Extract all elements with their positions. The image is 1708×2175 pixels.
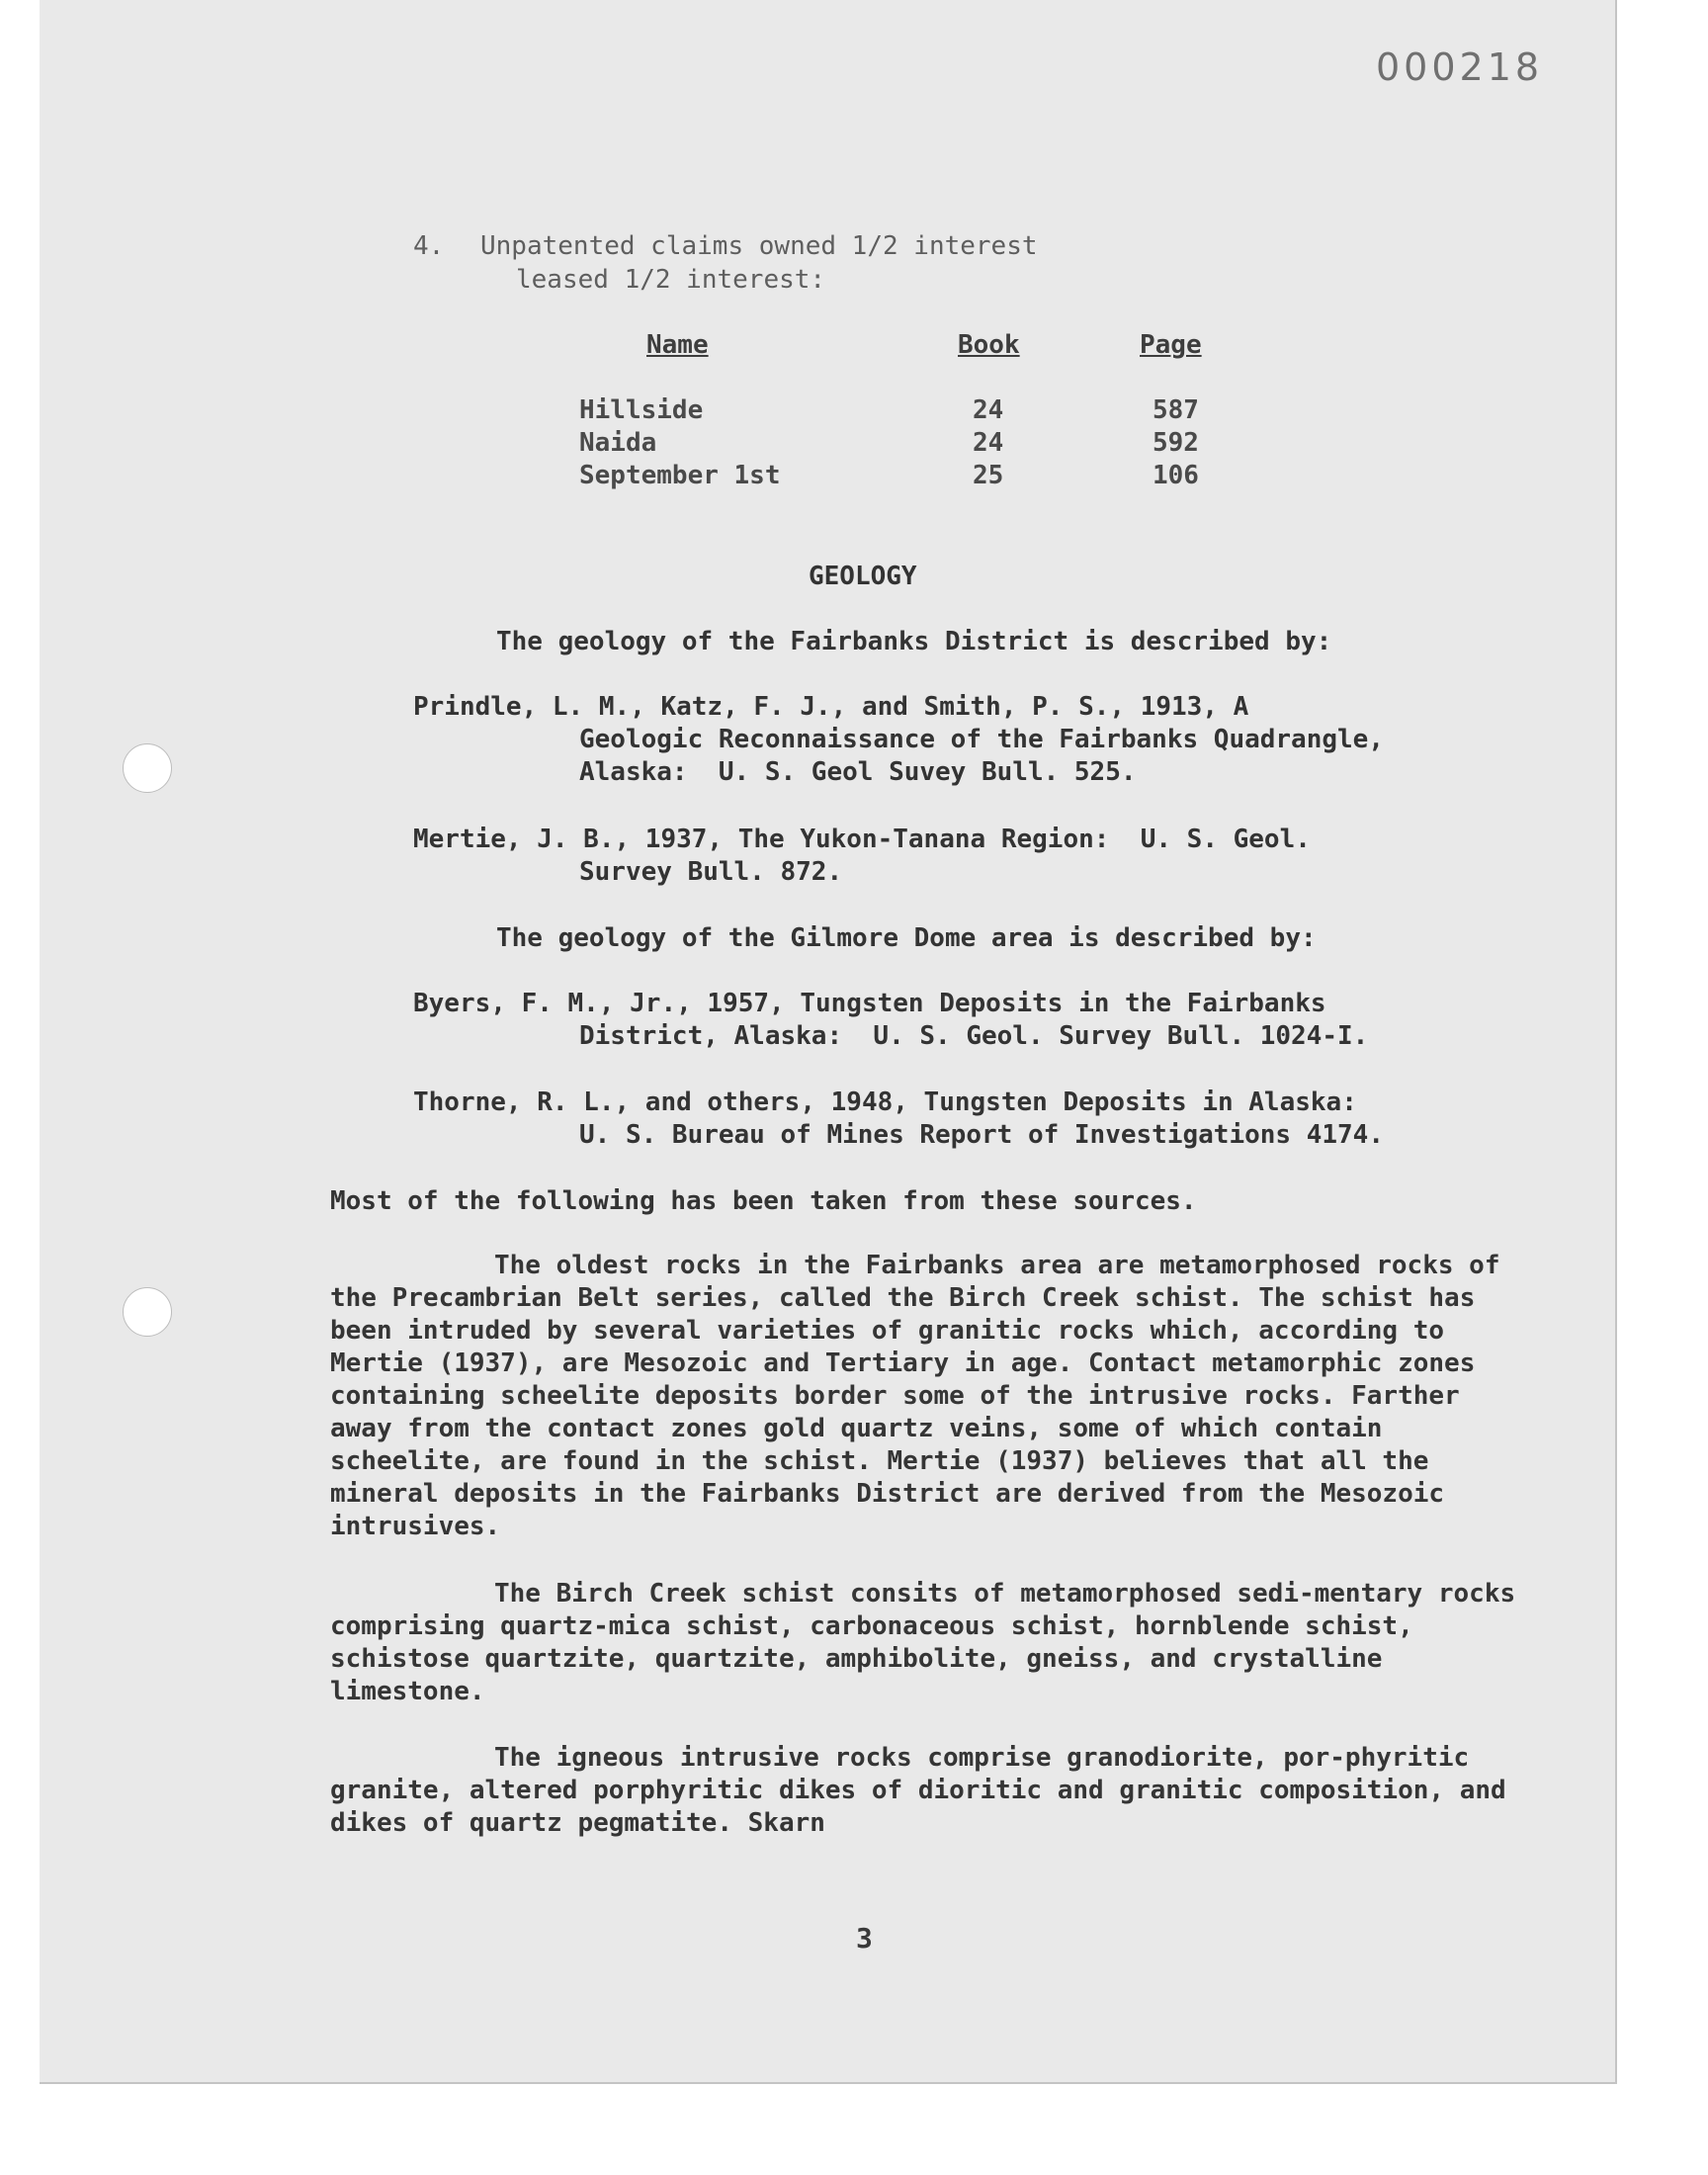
section-line-1: Unpatented claims owned 1/2 interest [480, 231, 1038, 261]
paragraph-birch-creek-schist [330, 1578, 1526, 1708]
reference-thorne-line-1: Thorne, R. L., and others, 1948, Tungsten Deposits in Alaska: [413, 1088, 1357, 1117]
paragraph-igneous-rocks [330, 1742, 1526, 1840]
reference-mertie-line-2: Survey Bull. 872. [579, 857, 843, 887]
sources-note: Most of the following has been taken from these sources. [330, 1186, 1197, 1216]
reference-prindle-line-3: Alaska: U. S. Geol Suvey Bull. 525. [579, 757, 1137, 787]
table-header-name: Name [646, 330, 709, 360]
punch-hole-bottom [123, 1287, 172, 1337]
geology-heading: GEOLOGY [809, 562, 917, 591]
table-row-2-book: 24 [973, 428, 1004, 458]
document-page [40, 0, 1617, 2084]
reference-prindle-line-1: Prindle, L. M., Katz, F. J., and Smith, P. S., 1913, A [413, 692, 1249, 722]
table-row-2-name: Naida [579, 428, 657, 458]
paragraph-igneous-rocks-text: The igneous intrusive rocks comprise granodiorite, por-phyritic granite, altered porphyritic dikes of dioritic and granitic composition, and dikes of quartz pegmatite. Skarn [330, 1743, 1506, 1838]
table-row-3-name: September 1st [579, 461, 781, 490]
table-row-2-page: 592 [1153, 428, 1199, 458]
section-line-2: leased 1/2 interest: [516, 265, 826, 295]
table-header-book: Book [958, 330, 1020, 360]
table-header-page: Page [1140, 330, 1202, 360]
table-row-1-page: 587 [1153, 395, 1199, 425]
paragraph-oldest-rocks [330, 1250, 1526, 1543]
page-number: 3 [856, 1922, 873, 1955]
reference-mertie-line-1: Mertie, J. B., 1937, The Yukon-Tanana Region: U. S. Geol. [413, 825, 1311, 854]
punch-hole-top [123, 743, 172, 793]
paragraph-oldest-rocks-text: The oldest rocks in the Fairbanks area are metamorphosed rocks of the Precambrian Belt series, called the Birch Creek schist. The schist has been intruded by several varieties of granitic rocks which, according to Mertie (1937), are Mesozoic and Tertiary in age. Contact metamorphic zones containing scheelite deposits border some of the intrusive rocks. Farther away from the contact zones gold quartz veins, some of which contain scheelite, are found in the schist. Mertie (1937) believes that all the mineral deposits in the Fairbanks District are derived from the Mesozoic intrusives. [330, 1251, 1500, 1541]
table-row-3-book: 25 [973, 461, 1004, 490]
intro-fairbanks-district: The geology of the Fairbanks District is described by: [496, 627, 1332, 656]
page-stamp-number: 000218 [1376, 45, 1544, 89]
table-row-3-page: 106 [1153, 461, 1199, 490]
paragraph-birch-creek-schist-text: The Birch Creek schist consits of metamorphosed sedi-mentary rocks comprising quartz-mica schist, carbonaceous schist, hornblende schist, schistose quartzite, quartzite, amphibolite, gneiss, and crystalline limestone. [330, 1579, 1516, 1706]
table-row-1-book: 24 [973, 395, 1004, 425]
reference-byers-line-1: Byers, F. M., Jr., 1957, Tungsten Deposits in the Fairbanks [413, 989, 1326, 1018]
reference-thorne-line-2: U. S. Bureau of Mines Report of Investigations 4174. [579, 1120, 1384, 1150]
table-row-1-name: Hillside [579, 395, 704, 425]
reference-prindle-line-2: Geologic Reconnaissance of the Fairbanks Quadrangle, [579, 725, 1384, 754]
reference-byers-line-2: District, Alaska: U. S. Geol. Survey Bull. 1024-I. [579, 1021, 1369, 1051]
section-number: 4. [413, 231, 445, 261]
intro-gilmore-dome: The geology of the Gilmore Dome area is described by: [496, 923, 1317, 953]
